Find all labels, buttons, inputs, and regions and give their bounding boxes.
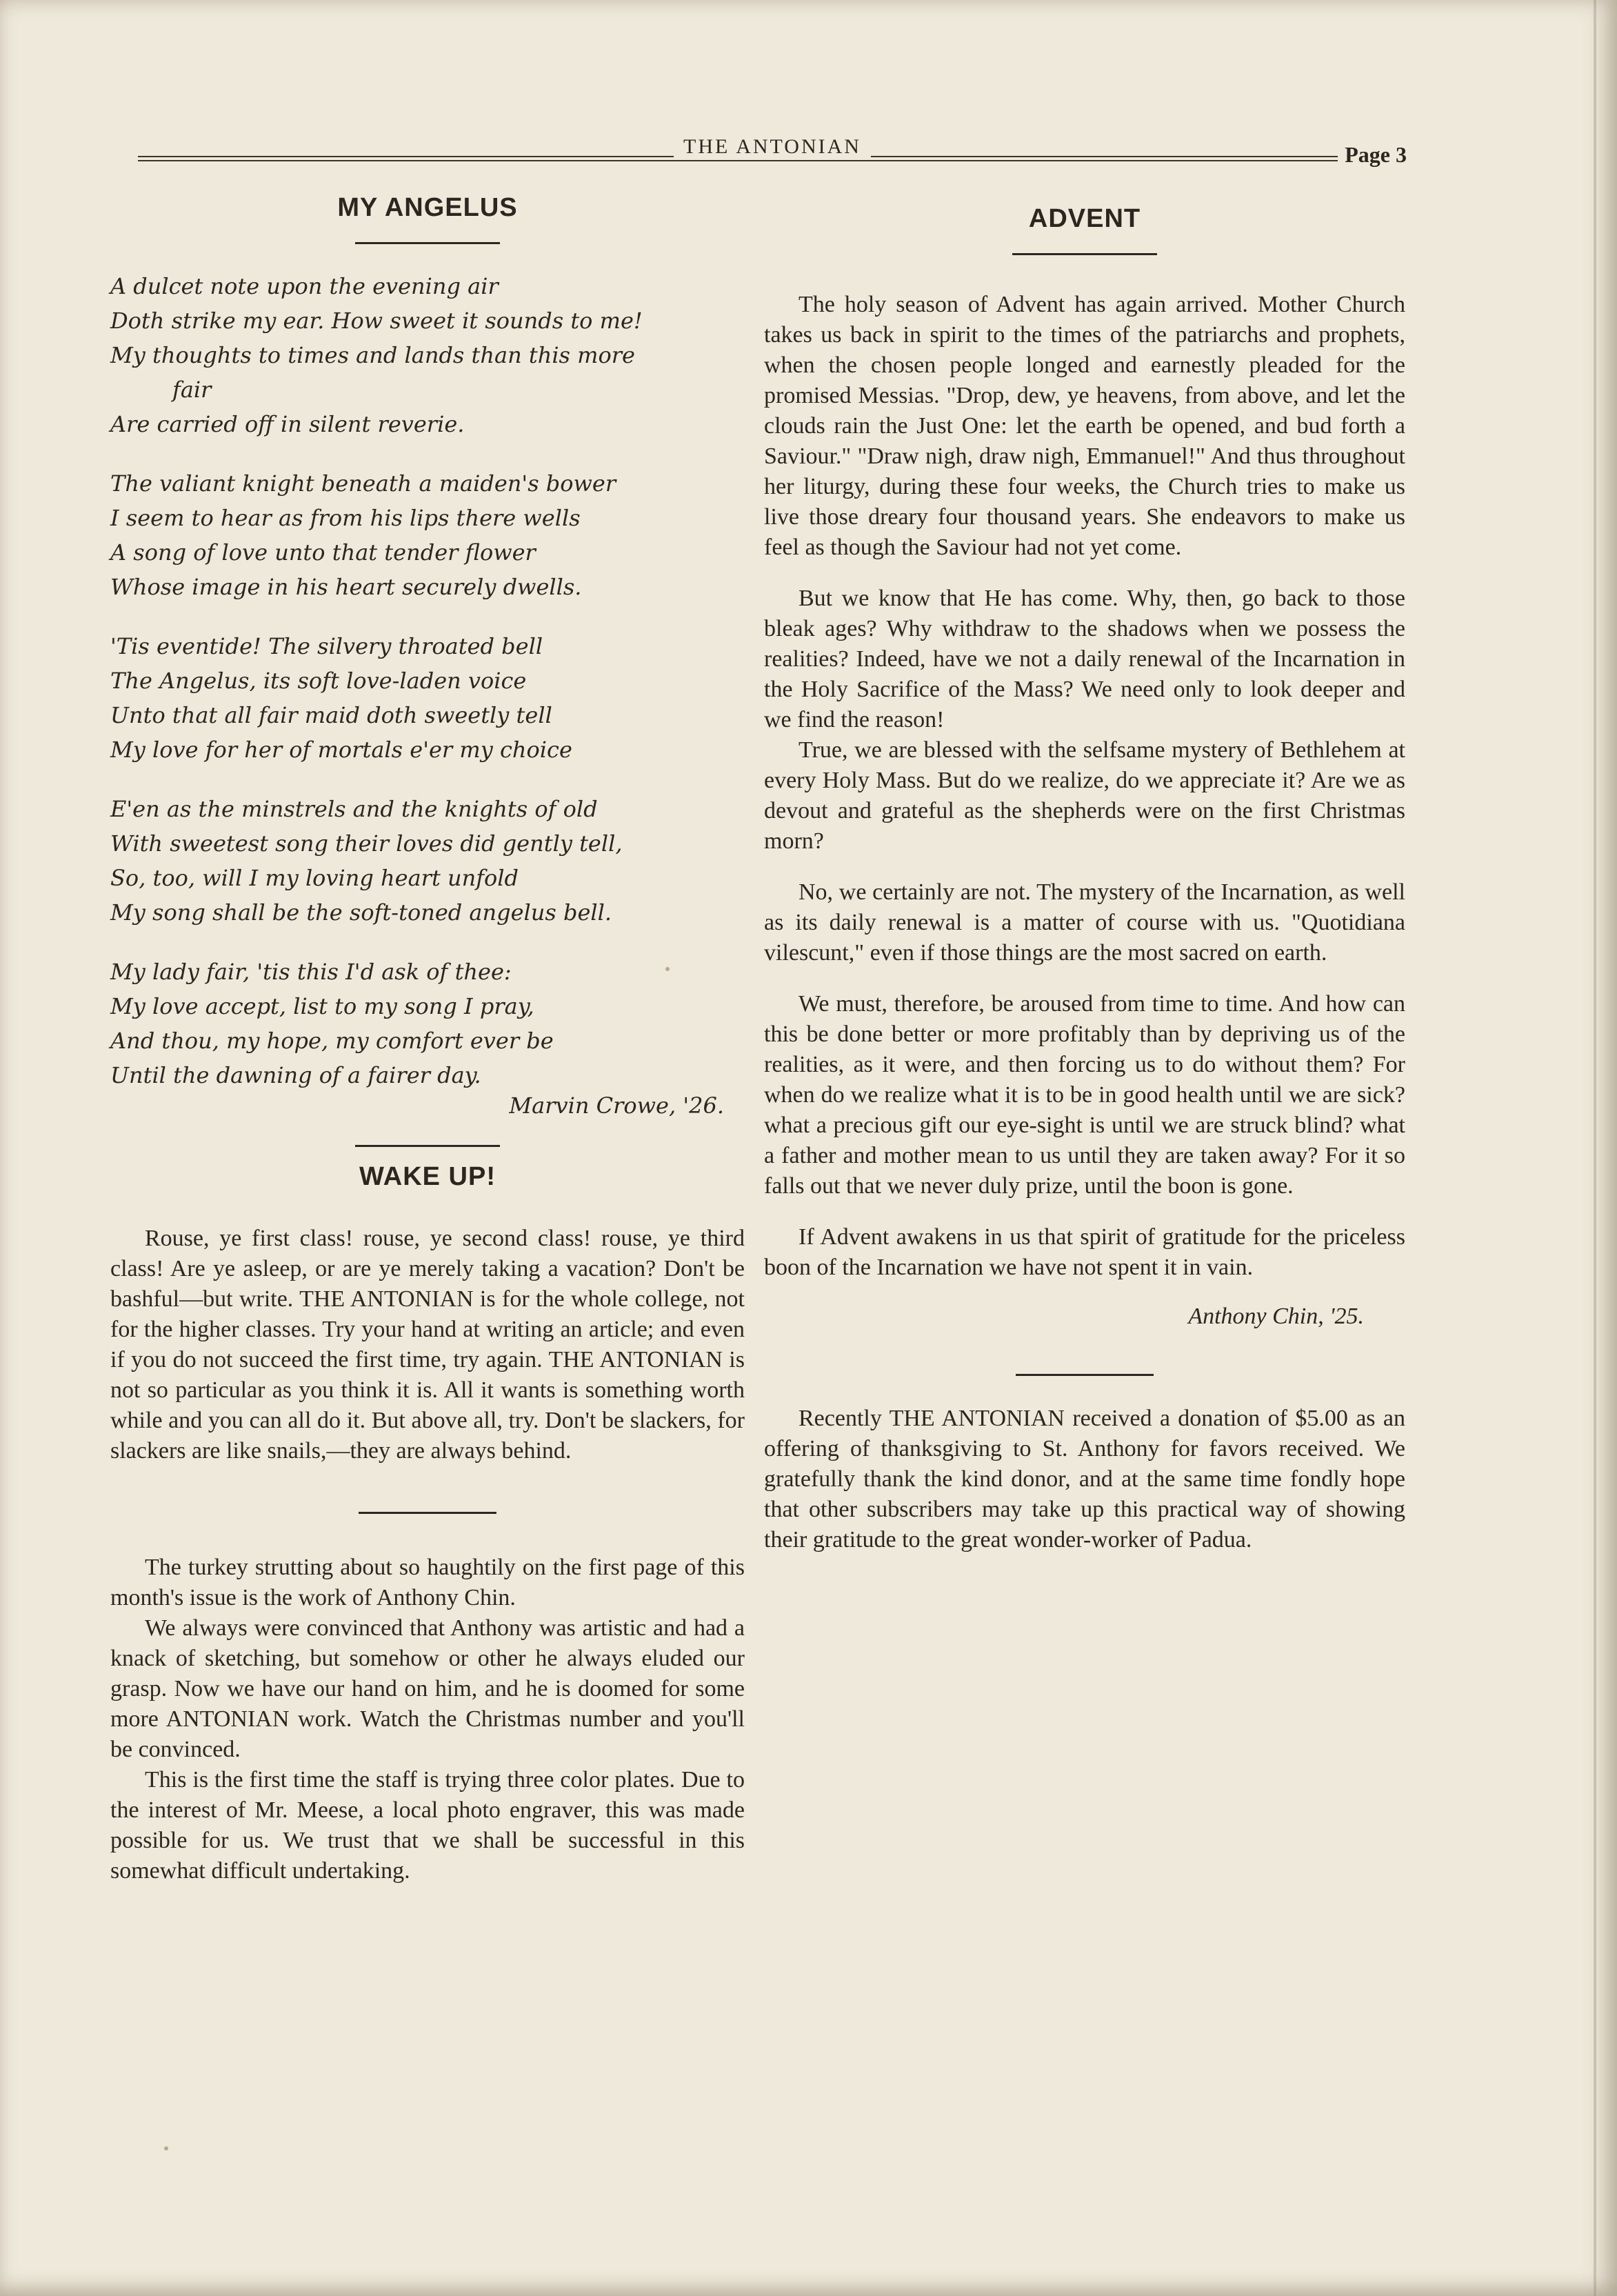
section-divider	[359, 1512, 496, 1514]
poem-stanza	[110, 466, 745, 604]
paragraph: We must, therefore, be aroused from time to time. And how can this be done better or more profitably than by depriving us of the realities, as it were, and then forcing us to do without them? For when do we realize what it is to be in good health until we are sick? what a precious gift our eye-sight is until we are struck blind? what a father and mother mean to us until they are taken away? For it so falls out that we never duly prize, until the boon is gone.	[764, 991, 1405, 1199]
poem-line: A dulcet note upon the evening air	[110, 273, 499, 299]
poem-line: And thou, my hope, my comfort ever be	[110, 1028, 554, 1054]
poem-line: My love for her of mortals e'er my choice	[110, 737, 572, 763]
header-rule	[138, 160, 1407, 161]
poem-line: Doth strike my ear. How sweet it sounds to me!	[110, 308, 643, 334]
left-column	[110, 179, 745, 2055]
poem-stanza	[110, 269, 745, 441]
section-divider	[1016, 1374, 1154, 1376]
poem-line: fair	[172, 377, 212, 403]
paragraph: But we know that He has come. Why, then, go back to those bleak ages? Why withdraw to the shadows when we possess the realities? Indeed, have we not a daily renewal of the Incarnation in the Holy Sacrifice of the Mass? We need only to look deeper and we find the reason!	[764, 586, 1405, 732]
paper-speck	[665, 967, 670, 971]
poem-line: Whose image in his heart securely dwells.	[110, 574, 582, 600]
page-fold-shadow	[1594, 0, 1596, 2296]
poem-line: Unto that all fair maid doth sweetly tell	[110, 702, 552, 728]
section-divider	[355, 1145, 500, 1147]
poem-title: MY ANGELUS	[337, 193, 518, 222]
right-column	[764, 185, 1405, 2088]
poem-line: A song of love unto that tender flower	[110, 539, 536, 566]
poem-line: The valiant knight beneath a maiden's bower	[110, 470, 616, 497]
poem-line: So, too, will I my loving heart unfold	[110, 865, 519, 891]
poem-line: E'en as the minstrels and the knights of old	[110, 796, 598, 822]
paragraph: Rouse, ye first class! rouse, ye second class! rouse, ye third class! Are ye asleep, or are ye merely taking a vacation? Don't be bashful—but write. THE ANTONIAN is for the whole college, not for the higher classes. Try your hand at writing an article; and even if you do not succeed the first time, try again. THE ANTONIAN is not so particular as you think it is. All it wants is something worth while and you can all do it. But above all, try. Don't be slackers, for slackers are like snails,—they are always behind.	[110, 1226, 745, 1464]
turkey-article	[110, 1553, 745, 1886]
paragraph: If Advent awakens in us that spirit of gratitude for the priceless boon of the Incarnation we have not spent it in vain.	[764, 1224, 1405, 1280]
paragraph: No, we certainly are not. The mystery of the Incarnation, as well as its daily renewal is a matter of course with us. "Quotidiana vilescunt," even if those things are the most sacred on earth.	[764, 879, 1405, 966]
paragraph: Recently THE ANTONIAN received a donation of $5.00 as an offering of thanksgiving to St. Anthony for favors received. We gratefully thank the kind donor, and at the same time fondly hope that other subscribers may take up this practical way of showing their gratitude to the great wonder-worker of Padua.	[764, 1406, 1405, 1553]
poem-line: My thoughts to times and lands than this more	[110, 342, 635, 368]
poem-line: With sweetest song their loves did gently tell,	[110, 830, 623, 857]
advent-title: ADVENT	[1028, 204, 1141, 233]
title-rule	[355, 242, 500, 244]
running-header	[138, 137, 1407, 168]
poem-line: Are carried off in silent reverie.	[110, 411, 465, 437]
poem-line: My lady fair, 'tis this I'd ask of thee:	[110, 959, 512, 985]
donation-article	[764, 1404, 1405, 1555]
poem-line: My song shall be the soft-toned angelus bell.	[110, 899, 612, 926]
publication-title: THE ANTONIAN	[138, 137, 1407, 157]
poem-line: Until the dawning of a fairer day.	[110, 1062, 481, 1088]
paper-speck	[164, 2146, 168, 2150]
title-rule	[1012, 253, 1157, 255]
paragraph: The turkey strutting about so haughtily on the first page of this month's issue is the work of Anthony Chin.	[110, 1555, 745, 1610]
wakeup-article	[110, 1224, 745, 1466]
poem-stanza	[110, 629, 745, 767]
poem-my-angelus	[110, 269, 745, 1092]
paragraph: We always were convinced that Anthony was artistic and had a knack of sketching, but somehow or other he always eluded our grasp. Now we have our hand on him, and he is doomed for some more ANTONIAN work. Watch the Christmas number and you'll be convinced.	[110, 1615, 745, 1762]
paragraph: This is the first time the staff is trying three color plates. Due to the interest of Mr. Meese, a local photo engraver, this was made possible for us. We trust that we shall be successful in this somewhat difficult undertaking.	[110, 1767, 745, 1884]
poem-line: I seem to hear as from his lips there wells	[110, 505, 581, 531]
poem-stanza	[110, 955, 745, 1092]
page-number: Page 3	[1338, 142, 1407, 168]
poem-line: The Angelus, its soft love-laden voice	[110, 668, 527, 694]
wakeup-title: WAKE UP!	[359, 1162, 496, 1191]
poem-line: 'Tis eventide! The silvery throated bell	[110, 633, 543, 659]
advent-author: Anthony Chin, '25.	[1188, 1304, 1364, 1329]
advent-article	[764, 290, 1405, 1283]
paragraph: True, we are blessed with the selfsame mystery of Bethlehem at every Holy Mass. But do we realize, do we appreciate it? Are we as devout and grateful as the shepherds were on the first Christmas morn?	[764, 737, 1405, 854]
poem-author: Marvin Crowe, '26.	[509, 1092, 724, 1119]
poem-stanza	[110, 792, 745, 930]
poem-line: My love accept, list to my song I pray,	[110, 993, 534, 1019]
paragraph: The holy season of Advent has again arrived. Mother Church takes us back in spirit to the times of the patriarchs and prophets, when the chosen people longed and earnestly pleaded for the promised Messias. "Drop, dew, ye heavens, from above, and let the clouds rain the Just One: let the earth be opened, and bud forth a Saviour." "Draw nigh, draw nigh, Emmanuel!" And thus throughout her liturgy, during these four weeks, the Church tries to make us live those dreary four thousand years. She endeavors to make us feel as though the Saviour had not yet come.	[764, 292, 1405, 560]
